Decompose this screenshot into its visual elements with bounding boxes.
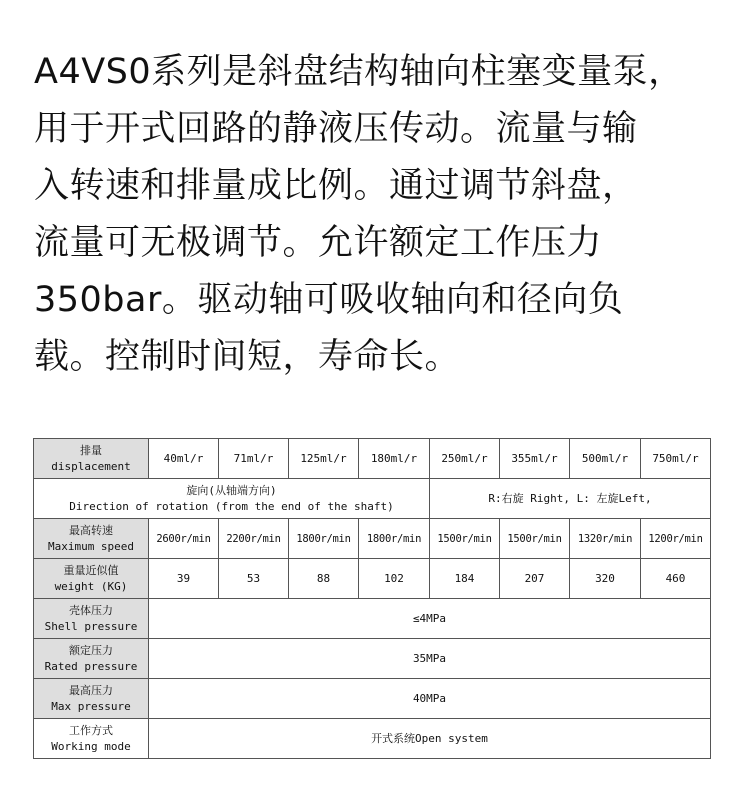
label-en: Max pressure (51, 699, 131, 713)
table-cell: 2200r/min (219, 519, 289, 559)
shell-pressure-row (34, 599, 711, 639)
table-cell: 125ml/r (289, 439, 359, 479)
spec-table (33, 438, 711, 759)
table-cell: 250ml/r (430, 439, 500, 479)
intro-line: 350bar。驱动轴可吸收轴向和径向负 (34, 280, 624, 320)
rotation-label (34, 479, 430, 519)
label-cn: 旋向(从轴端方向) (186, 483, 277, 497)
table-cell: 1500r/min (500, 519, 570, 559)
intro-paragraph (34, 44, 734, 386)
intro-line: 用于开式回路的静液压传动。流量与输 (34, 109, 638, 149)
table-cell: 40MPa (149, 679, 711, 719)
table-cell: 35MPa (149, 639, 711, 679)
intro-line: 载。控制时间短，寿命长。 (34, 337, 461, 377)
label-en: Working mode (51, 739, 131, 753)
table-cell: 1800r/min (289, 519, 359, 559)
rotation-value: R:右旋 Right, L: 左旋Left, (430, 479, 711, 519)
row-label (34, 599, 149, 639)
table-cell: 460 (641, 559, 711, 599)
label-en: Shell pressure (44, 619, 138, 633)
table-cell: 184 (430, 559, 500, 599)
table-cell: 88 (289, 559, 359, 599)
table-cell: 180ml/r (359, 439, 430, 479)
weight-row (34, 559, 711, 599)
table-cell: 320 (570, 559, 641, 599)
label-en: Direction of rotation (from the end of the shaft) (69, 499, 394, 513)
table-cell: 500ml/r (570, 439, 641, 479)
table-cell: 40ml/r (149, 439, 219, 479)
label-cn: 重量近似值 (63, 563, 119, 577)
label-cn: 壳体压力 (69, 603, 113, 617)
table-cell: 1500r/min (430, 519, 500, 559)
table-cell: ≤4MPa (149, 599, 711, 639)
intro-line: 入转速和排量成比例。通过调节斜盘， (34, 166, 638, 206)
row-label (34, 679, 149, 719)
row-label (34, 639, 149, 679)
row-label (34, 519, 149, 559)
table-cell: 1800r/min (359, 519, 430, 559)
table-cell: 102 (359, 559, 430, 599)
row-label (34, 719, 149, 759)
label-cn: 最高压力 (69, 683, 113, 697)
table-cell: 71ml/r (219, 439, 289, 479)
table-cell: 2600r/min (149, 519, 219, 559)
intro-line: A4VS0系列是斜盘结构轴向柱塞变量泵， (34, 52, 684, 92)
label-en: Maximum speed (47, 539, 135, 553)
label-cn: 排量 (80, 443, 102, 457)
rotation-row (34, 479, 711, 519)
table-cell: 355ml/r (500, 439, 570, 479)
table-cell: 开式系统Open system (149, 719, 711, 759)
table-cell: 1200r/min (641, 519, 711, 559)
intro-line: 流量可无极调节。允许额定工作压力 (34, 223, 603, 263)
row-label (34, 559, 149, 599)
label-cn: 最高转速 (69, 523, 113, 537)
table-cell: 39 (149, 559, 219, 599)
label-en: weight (KG) (54, 579, 128, 593)
max-speed-row (34, 519, 711, 559)
table-cell: 53 (219, 559, 289, 599)
working-mode-row (34, 719, 711, 759)
label-en: Rated pressure (44, 659, 138, 673)
label-en: displacement (51, 459, 131, 473)
max-pressure-row (34, 679, 711, 719)
displacement-row (34, 439, 711, 479)
table-cell: 750ml/r (641, 439, 711, 479)
label-cn: 工作方式 (69, 723, 113, 737)
rated-pressure-row (34, 639, 711, 679)
label-cn: 额定压力 (69, 643, 113, 657)
table-cell: 207 (500, 559, 570, 599)
row-label (34, 439, 149, 479)
table-cell: 1320r/min (570, 519, 641, 559)
